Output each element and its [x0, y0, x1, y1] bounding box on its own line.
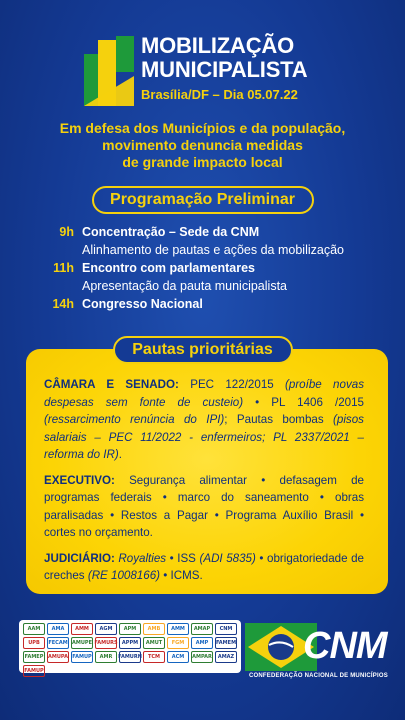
- mobilizacao-logo-icon: [84, 36, 134, 106]
- partner-logo: FAMUP: [23, 665, 45, 677]
- partner-logo: APPM: [119, 637, 141, 649]
- judiciario-note: Royalties: [114, 551, 167, 565]
- executivo-label: EXECUTIVO:: [44, 473, 115, 487]
- subtitle-line-3: de grande impacto local: [122, 154, 283, 170]
- schedule-row: [40, 295, 390, 313]
- camara-label: CÂMARA E SENADO:: [44, 378, 179, 391]
- schedule-detail: Apresentação da pauta municipalista: [82, 279, 287, 293]
- judiciario-text: • ISS: [166, 551, 200, 565]
- judiciario-label: JUDICIÁRIO:: [44, 551, 115, 565]
- partner-logo: FECAM: [47, 637, 69, 649]
- partner-logo: AMB: [143, 623, 165, 635]
- partner-logo: AMPAR: [191, 651, 213, 663]
- subtitle: [0, 120, 405, 171]
- title-line-2: MUNICIPALISTA: [141, 57, 308, 82]
- program-heading: Programação Preliminar: [92, 186, 314, 214]
- camara-text: PEC 122/2015: [178, 378, 286, 391]
- camara-note: (proíbe novas despesas sem fonte de custeio): [44, 378, 364, 409]
- schedule-time: 11h: [53, 261, 74, 275]
- schedule-title: Concentração – Sede da CNM: [82, 225, 260, 239]
- partner-logo: AMP: [191, 637, 213, 649]
- subtitle-line-1: Em defesa dos Municípios e da população,: [59, 120, 346, 136]
- executivo-text: Segurança alimentar • defasagem de programas federais • marco do saneamento • obras paralisadas • Restos a Pagar • Programa Auxílio Brasil • cortes no orçamento.: [44, 473, 364, 539]
- partner-logo: AMR: [95, 651, 117, 663]
- executivo-paragraph: [44, 472, 364, 542]
- priorities-heading: Pautas prioritárias: [113, 336, 293, 364]
- partner-logo: FAMEM: [215, 637, 237, 649]
- partner-logo: FAMURN: [119, 651, 141, 663]
- partner-logo: AMUPA: [47, 651, 69, 663]
- partner-logo: AMM: [167, 623, 189, 635]
- judiciario-paragraph: [44, 550, 364, 585]
- schedule-row: [40, 259, 390, 277]
- partner-logos-panel: [19, 620, 241, 673]
- partner-logo: FAMEP: [23, 651, 45, 663]
- partner-logo: AGM: [95, 623, 117, 635]
- camara-paragraph: [44, 376, 364, 464]
- partner-logo: AMAZ: [215, 651, 237, 663]
- partner-logo: APM: [119, 623, 141, 635]
- partner-logo: AMUPE: [71, 637, 93, 649]
- subtitle-line-2: movimento denuncia medidas: [102, 137, 303, 153]
- schedule-row: [40, 241, 390, 259]
- judiciario-note: (ADI 5835): [199, 551, 256, 565]
- partner-logo: CNM: [215, 623, 237, 635]
- camara-note: (pisos salariais – PEC 11/2022 - enfermeiros; PL 2337/2021 – reforma do IR): [44, 413, 364, 461]
- judiciario-note: (RE 1008166): [87, 569, 161, 582]
- partner-logo: FAMURS: [95, 637, 117, 649]
- cnm-subtitle: CONFEDERAÇÃO NACIONAL DE MUNICÍPIOS: [249, 673, 388, 679]
- schedule-title: Encontro com parlamentares: [82, 261, 255, 275]
- schedule-time: 9h: [59, 225, 74, 239]
- schedule-list: [40, 223, 390, 313]
- schedule-time: [40, 241, 82, 259]
- camara-text: .: [118, 448, 122, 461]
- judiciario-text: • ICMS.: [160, 569, 203, 582]
- partner-logo: AMM: [71, 623, 93, 635]
- partner-logo: AAM: [23, 623, 45, 635]
- schedule-row: [40, 277, 390, 295]
- partner-logo: UPB: [23, 637, 45, 649]
- cnm-wordmark: CNM: [303, 625, 387, 667]
- partner-logo: FAMUP: [71, 651, 93, 663]
- camara-note: (ressarcimento renúncia do IPI): [44, 413, 225, 426]
- priorities-body: [44, 376, 364, 593]
- partner-logo: AMUT: [143, 637, 165, 649]
- judiciario-text: • obrigatoriedade de creches: [44, 551, 365, 582]
- partner-logo: AMA: [47, 623, 69, 635]
- partner-logo: FGM: [167, 637, 189, 649]
- schedule-time: [40, 277, 82, 295]
- schedule-row: [40, 223, 390, 241]
- event-date: Brasília/DF – Dia 05.07.22: [141, 87, 298, 102]
- schedule-detail: Alinhamento de pautas e ações da mobilização: [82, 243, 344, 257]
- partner-logo: TCM: [143, 651, 165, 663]
- header-title-block: [141, 34, 341, 102]
- title-line-1: MOBILIZAÇÃO: [141, 33, 295, 58]
- partner-logo: ACM: [167, 651, 189, 663]
- camara-text: • PL 1406 /2015: [243, 395, 364, 409]
- partner-logo: AMAP: [191, 623, 213, 635]
- schedule-time: 14h: [52, 297, 74, 311]
- camara-text: ; Pautas bombas: [224, 413, 334, 426]
- schedule-title: Congresso Nacional: [82, 297, 203, 311]
